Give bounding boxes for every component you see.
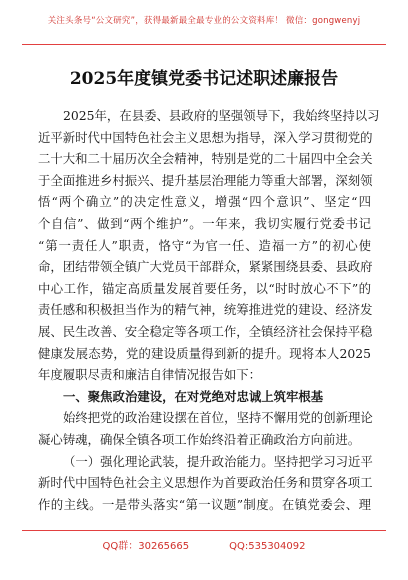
body-line: 责任感和积极担当作为的精气神，统筹推进党的建设、经济发	[38, 302, 373, 318]
document-title: 2025年度镇党委书记述职述廉报告	[69, 69, 339, 89]
body-line: 新时代中国特色社会主义思想作为首要政治任务和贯穿各项工	[38, 475, 373, 491]
body-line: 中心工作，锚定高质量发展首要任务，以“时时放心不下”的	[38, 280, 371, 296]
subsection-line: （一）强化理论武装，提升政治能力。坚持把学习习近平	[63, 453, 373, 469]
body-line: 凝心铸魂，确保全镇各项工作始终沿着正确政治方向前进。	[38, 431, 361, 447]
footer-qq: QQ:535304092	[229, 541, 306, 552]
footer	[0, 537, 408, 552]
body-line: 健康发展态势，党的建设质量得到新的提升。现将本人2025	[38, 345, 371, 361]
body-line: 悟“两个确立”的决定性意义，增强“四个意识”、坚定“四	[38, 194, 371, 210]
body-line: 作的主线。一是带头落实“第一议题”制度。在镇党委会、理	[38, 496, 371, 512]
section-heading: 一、聚焦政治建设，在对党绝对忠诚上筑牢根基	[63, 388, 324, 404]
header-banner: 关注头条号“公文研究”，获得最新最全最专业的公文资料库！ 微信：gongwenyj	[47, 16, 361, 26]
body-line: 个自信”、做到“两个维护”。一年来，我切实履行党委书记	[38, 215, 371, 231]
footer-divider	[22, 530, 386, 531]
body-line: 年度履职尽责和廉洁自律情况报告如下：	[38, 367, 262, 383]
body-line: 始终把党的政治建设摆在首位，坚持不懈用党的创新理论	[63, 410, 373, 426]
body-line: 于全面推进乡村振兴、提升基层治理能力等重大部署，深刻领	[38, 172, 373, 188]
body-line: 2025年，在县委、县政府的坚强领导下，我始终坚持以习	[63, 108, 380, 123]
header-divider	[22, 44, 386, 45]
footer-qq-group: QQ群：30265665	[102, 541, 190, 552]
body-line: 二十大和二十届历次全会精神，特别是党的二十届四中全会关	[38, 151, 373, 167]
body-line: 近平新时代中国特色社会主义思想为指导，深入学习贯彻党的	[38, 129, 373, 145]
body-line: 展、民生改善、安全稳定等各项工作，全镇经济社会保持平稳	[38, 323, 373, 339]
document-body	[38, 105, 380, 515]
body-line: “第一责任人”职责，恪守“为官一任、造福一方”的初心使	[38, 237, 371, 253]
body-line: 命，团结带领全镇广大党员干部群众，紧紧围绕县委、县政府	[38, 259, 373, 275]
